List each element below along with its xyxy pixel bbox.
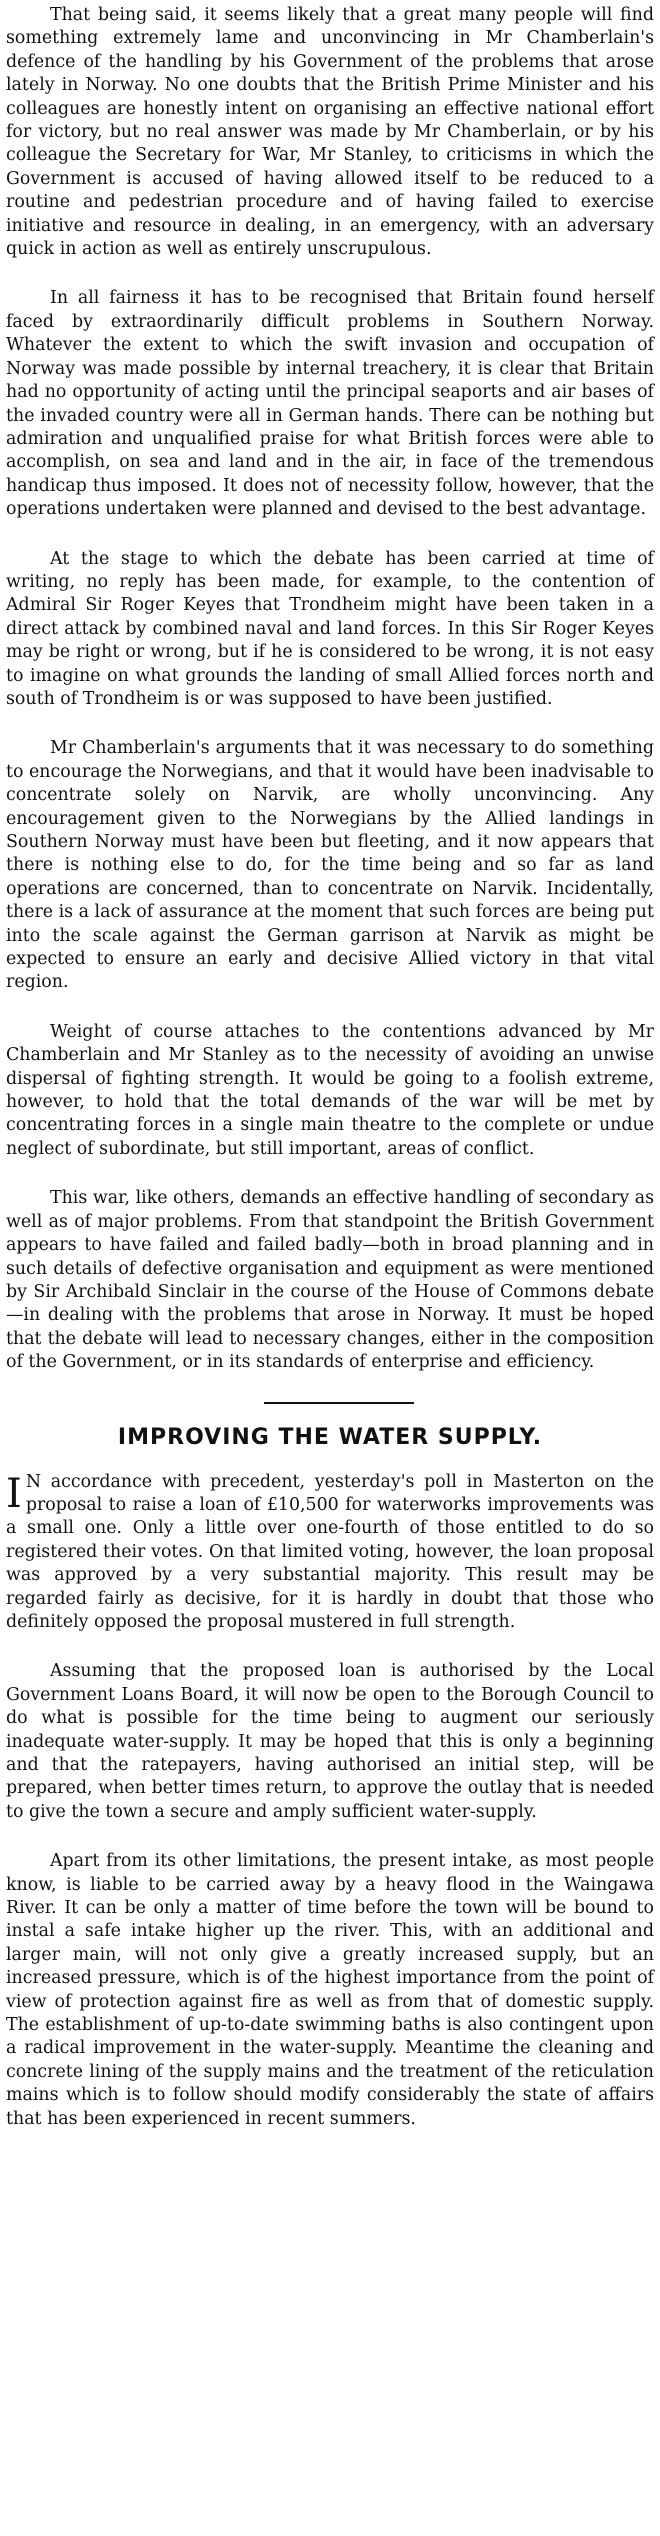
article-headline: IMPROVING THE WATER SUPPLY. xyxy=(117,1424,543,1450)
article-paragraph: Apart from its other limitations, the present intake, as most people know, is liable to be carried away by a heavy flood in the Waingawa River. It can be only a matter of time before the town will be bound to instal a safe intake higher up the river. This, with an additional and larger main, will not only give a greatly increased supply, but an increased pressure, which is of the highest importance from the point of view of protection against fire as well as from that of domestic supply. The establishment of up-to-date swimming baths is also contingent upon a radical improvement in the water-supply. Meantime the cleaning and concrete lining of the supply mains and the treatment of the reticulation mains which is to follow should modify considerably the state of affairs that has been experienced in recent summers. xyxy=(6,1851,654,2129)
drop-cap: I xyxy=(6,1470,22,1517)
section-divider xyxy=(6,1375,654,1421)
article-paragraph: In all fairness it has to be recognised that Britain found herself faced by extraordinarily difficult problems in Southern Norway. Whatever the extent to which the swift invasion and occupation of Norway was made possible by internal treachery, it is clear that Britain had no opportunity of acting until the principal seaports and air bases of the invaded country were all in German hands. There can be nothing but admiration and unqualified praise for what British forces were able to accomplish, on sea and land and in the air, in face of the tremendous handicap thus imposed. It does not of necessity follow, however, that the operations undertaken were planned and devised to the best advantage. xyxy=(6,288,654,520)
article-paragraph: Assuming that the proposed loan is authorised by the Local Government Loans Board, it will now be open to the Borough Council to do what is possible for the time being to augment our seriously inadequate water-supply. It may be hoped that this is only a beginning and that the ratepayers, having authorised an initial step, will be prepared, when better times return, to approve the outlay that is needed to give the town a secure and amply sufficient water-supply. xyxy=(6,1661,654,1822)
article-paragraph: That being said, it seems likely that a great many people will find something extremely lame and unconvincing in Mr Chamberlain's defence of the handling by his Government of the problems that arose lately in Norway. No one doubts that the British Prime Minister and his colleagues are honestly intent on organising an effective national effort for victory, but no real answer was made by Mr Chamberlain, or by his colleague the Secretary for War, Mr Stanley, to criticisms in which the Government is accused of having allowed itself to be reduced to a routine and pedestrian procedure and of having failed to exercise initiative and resource in dealing, in an emergency, with an adversary quick in action as well as entirely unscrupulous. xyxy=(6,5,654,260)
article-lead-paragraph xyxy=(6,1471,654,1635)
article-paragraph: At the stage to which the debate has been carried at time of writing, no reply has been made, for example, to the contention of Admiral Sir Roger Keyes that Trondheim might have been taken in a direct attack by combined naval and land forces. In this Sir Roger Keyes may be right or wrong, but if he is considered to be wrong, it is not easy to imagine on what grounds the landing of small Allied forces north and south of Trondheim is or was supposed to have been justified. xyxy=(6,548,654,709)
article-paragraph: This war, like others, demands an effective handling of secondary as well as of major problems. From that standpoint the British Government appears to have failed and failed badly—both in broad planning and in such details of defective organisation and equipment as were mentioned by Sir Archibald Sinclair in the course of the House of Commons debate—in dealing with the problems that arose in Norway. It must be hoped that the debate will lead to necessary changes, either in the composition of the Government, or in its standards of enterprise and efficiency. xyxy=(6,1188,654,1373)
article-norway-debate xyxy=(6,4,654,1375)
article-water-supply xyxy=(6,1421,654,2132)
divider-rule xyxy=(264,1402,414,1404)
article-paragraph: Mr Chamberlain's arguments that it was necessary to do something to encourage the Norwegians, and that it would have been inadvisable to concentrate solely on Narvik, are wholly unconvincing. Any encouragement given to the Norwegians by the Allied landings in Southern Norway must have been but fleeting, and it now appears that there is nothing else to do, for the time being and so far as land operations are concerned, than to concentrate on Narvik. Incidentally, there is a lack of assurance at the moment that such forces are being put into the scale against the German garrison at Narvik as might be expected to ensure an early and decisive Allied victory in that vital region. xyxy=(6,738,654,993)
article-paragraph: Weight of course attaches to the contentions advanced by Mr Chamberlain and Mr Stanley as to the necessity of avoiding an unwise dispersal of fighting strength. It would be going to a foolish extreme, however, to hold that the total demands of the war will be met by concentrating forces in a single main theatre to the complete or undue neglect of subordinate, but still important, areas of conflict. xyxy=(6,1021,654,1159)
lead-paragraph-text: N accordance with precedent, yesterday's poll in Masterton on the proposal to raise a loan of £10,500 for waterworks improvements was a small one. Only a little over one-fourth of those entitled to do so registered their votes. On that limited voting, however, the loan proposal was approved by a very substantial majority. This result may be regarded fairly as decisive, for it is hardly in doubt that those who definitely opposed the proposal mustered in full strength. xyxy=(6,1471,654,1632)
